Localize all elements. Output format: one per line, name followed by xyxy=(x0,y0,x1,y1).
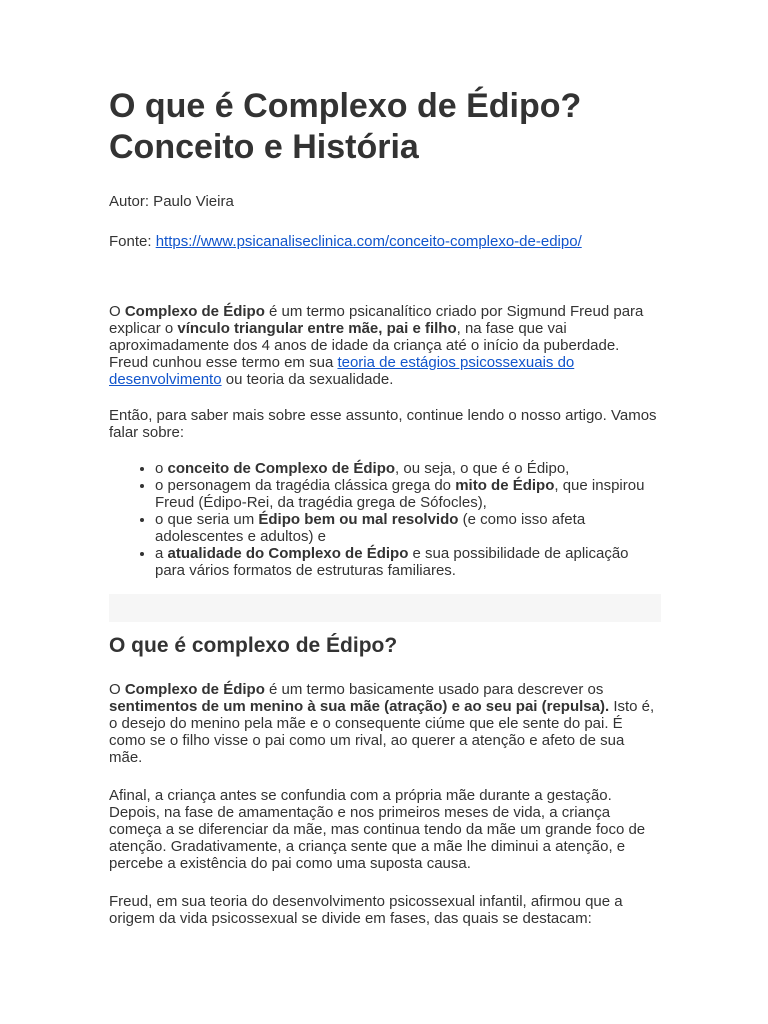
list-item: • o que seria um Édipo bem ou mal resolvido (e como isso afeta adolescentes e adultos) e xyxy=(155,511,661,545)
intro-bold-1: Complexo de Édipo xyxy=(124,303,265,320)
section-title: O que é complexo de Édipo? xyxy=(109,634,398,657)
section-paragraph-2: Afinal, a criança antes se confundia com a própria mãe durante a gestação. Depois, na fase de amamentação e nos primeiros meses de vida, a criança começa a se diferenciar da mãe, mas continua tendo da mãe um grande foco de atenção. Gradativamente, a criança sente que a mãe lhe diminui a atenção, e percebe a existência do pai como uma suposta causa. xyxy=(109,787,646,872)
title-line-1: O que é Complexo de Édipo? xyxy=(109,87,582,125)
intro-continue-paragraph: Então, para saber mais sobre esse assunto, continue lendo o nosso artigo. Vamos falar sobre: xyxy=(109,407,657,441)
list-item: • o conceito de Complexo de Édipo, ou seja, o que é o Édipo, xyxy=(155,460,661,477)
author-line: Autor: Paulo Vieira xyxy=(109,193,234,210)
section-divider-band xyxy=(109,594,661,622)
article-content xyxy=(109,86,661,927)
section-paragraph-3: Freud, em sua teoria do desenvolvimento psicossexual infantil, afirmou que a origem da vida psicossexual se divide em fases, das quais se destacam: xyxy=(109,893,623,927)
source-label: Fonte: xyxy=(109,233,156,250)
intro-text-4: ou teoria da sexualidade. xyxy=(221,371,394,388)
intro-text-2: é um termo psicanalítico criado por Sigmund Freud para explicar o xyxy=(109,303,644,337)
theory-link[interactable]: teoria de estágios psicossexuais do desenvolvimento xyxy=(109,354,575,388)
intro-text-3: , na fase que vai aproximadamente dos 4 anos de idade da criança até o início da puberdade. Freud cunhou esse termo em sua xyxy=(109,320,620,371)
intro-text-1: O xyxy=(109,303,125,320)
list-item: • a atualidade do Complexo de Édipo e sua possibilidade de aplicação para vários formatos de estruturas familiares. xyxy=(155,545,661,579)
topics-list xyxy=(109,460,661,579)
section-paragraph-1: O Complexo de Édipo é um termo basicamente usado para descrever os sentimentos de um menino à sua mãe (atração) e ao seu pai (repulsa). Isto é, o desejo do menino pela mãe e o consequente ciúme que ele sente do pai. É como se o filho visse o pai como um rival, ao querer a atenção e afeto de sua mãe. xyxy=(109,681,655,766)
page-title xyxy=(109,86,661,168)
source-link[interactable]: https://www.psicanaliseclinica.com/conceito-complexo-de-edipo/ xyxy=(155,233,582,250)
intro-paragraph xyxy=(109,303,661,388)
intro-bold-2: vínculo triangular entre mãe, pai e filho xyxy=(177,320,457,337)
title-line-2: Conceito e História xyxy=(109,128,419,166)
source-line xyxy=(109,233,661,251)
list-item: • o personagem da tragédia clássica grega do mito de Édipo, que inspirou Freud (Édipo-Rei, da tragédia grega de Sófocles), xyxy=(155,477,661,511)
